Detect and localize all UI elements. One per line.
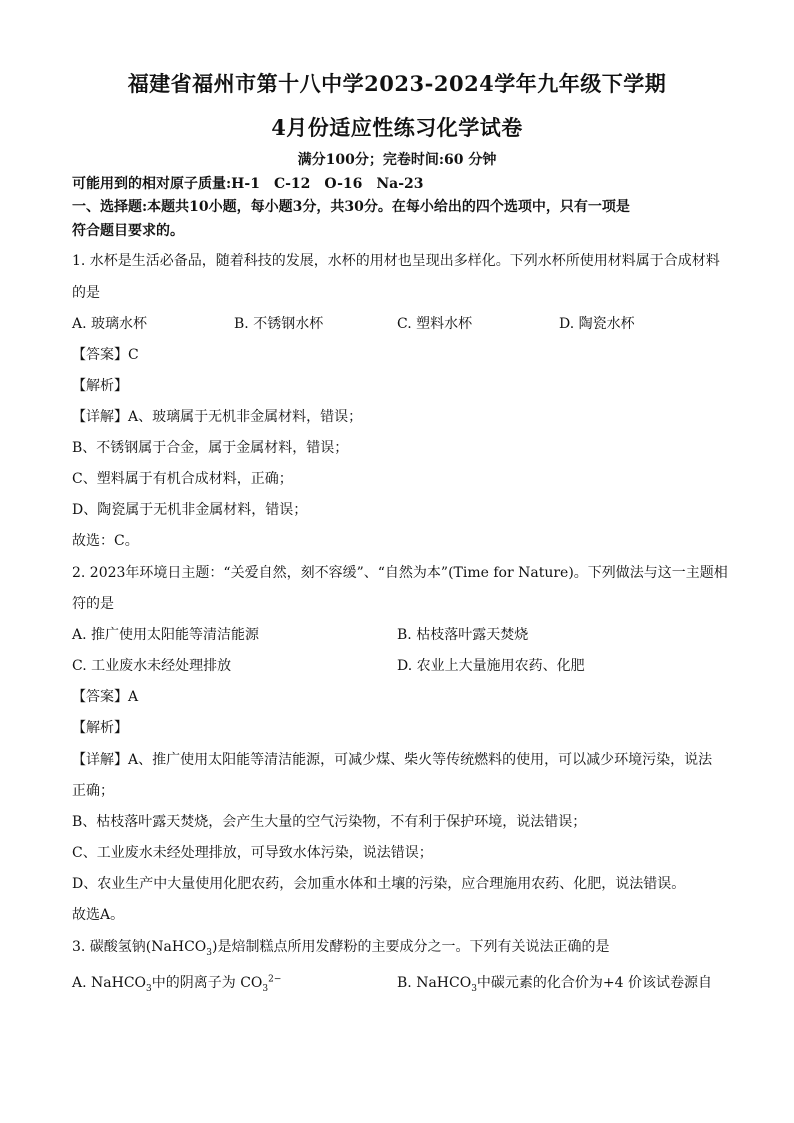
q3-option-a (72, 972, 281, 994)
exam-title-line1: 福建省福州市第十八中学2023-2024学年九年级下学期 (127, 71, 667, 96)
q3-stem (72, 936, 609, 958)
q3-stem-pre: 3. 碳酸氢钠(NaHCO (72, 939, 207, 955)
q3-option-a-sub2: 3 (262, 983, 269, 994)
q1-detail-line1: 【详解】A、玻璃属于无机非金属材料，错误； (72, 409, 363, 425)
q3-stem-post: )是焙制糕点所用发酵粉的主要成分之一。下列有关说法正确的是 (212, 939, 610, 955)
q1-stem-line2: 的是 (72, 285, 100, 301)
q3-stem-sub: 3 (206, 947, 212, 958)
q2-answer: 【答案】A (72, 689, 139, 705)
exam-meta: 满分100分；完卷时间:60 分钟 (297, 152, 497, 168)
q2-option-a: A. 推广使用太阳能等清洁能源 (72, 627, 260, 643)
q3-option-b-post: 中碳元素的化合价为+4 价该试卷源自 (476, 975, 713, 991)
q2-analysis: 【解析】 (72, 720, 128, 736)
q1-option-c: C. 塑料水杯 (397, 316, 473, 332)
q2-conclusion: 故选A。 (72, 907, 125, 923)
q1-answer: 【答案】C (72, 347, 139, 363)
q1-detail-line2: B、不锈钢属于合金，属于金属材料，错误； (72, 440, 349, 456)
q1-detail-line4: D、陶瓷属于无机非金属材料，错误； (72, 502, 308, 518)
q3-option-a-charge: 2− (268, 974, 282, 985)
q2-option-c: C. 工业废水未经处理排放 (72, 658, 232, 674)
q3-option-b-pre: B. NaHCO (397, 975, 472, 991)
exam-title-line2: 4月份适应性练习化学试卷 (271, 115, 523, 140)
q3-option-b (397, 972, 712, 994)
q1-option-b: B. 不锈钢水杯 (234, 316, 324, 332)
q1-stem-line1: 1. 水杯是生活必备品，随着科技的发展，水杯的用材也呈现出多样化。下列水杯所使用材料属于合成材料 (72, 253, 720, 269)
q3-option-a-mid: 中的阴离子为 CO (151, 975, 263, 991)
q2-option-d: D. 农业上大量施用农药、化肥 (397, 658, 585, 674)
q2-detail-line5: D、农业生产中大量使用化肥农药，会加重水体和土壤的污染，应合理施用农药、化肥，说法错误。 (72, 876, 686, 892)
section-heading-line1: 一、选择题:本题共10小题，每小题3分，共30分。在每小给出的四个选项中，只有一项是 (72, 199, 630, 215)
q2-detail-line2: 正确； (72, 783, 114, 799)
q2-option-b: B. 枯枝落叶露天焚烧 (397, 627, 529, 643)
q1-conclusion: 故选：C。 (72, 533, 139, 549)
q3-option-a-pre: A. NaHCO (72, 975, 147, 991)
q3-option-b-sub: 3 (471, 983, 477, 994)
q1-analysis: 【解析】 (72, 378, 128, 394)
q2-detail-line1: 【详解】A、推广使用太阳能等清洁能源，可减少煤、柴火等传统燃料的使用，可以减少环境污染，说法 (72, 752, 713, 768)
q1-option-a: A. 玻璃水杯 (72, 316, 148, 332)
q1-option-d: D. 陶瓷水杯 (559, 316, 635, 332)
q1-detail-line3: C、塑料属于有机合成材料，正确； (72, 471, 293, 487)
q2-stem-line2: 符的是 (72, 596, 114, 612)
q2-detail-line4: C、工业废水未经处理排放，可导致水体污染，说法错误； (72, 845, 433, 861)
q2-detail-line3: B、枯枝落叶露天焚烧，会产生大量的空气污染物，不有利于保护环境，说法错误； (72, 814, 587, 830)
atomic-masses: 可能用到的相对原子质量:H-1 C-12 O-16 Na-23 (72, 176, 424, 192)
q2-stem-line1: 2. 2023年环境日主题：“关爱自然，刻不容缓”、“自然为本”(Time for Nature)。下列做法与这一主题相 (72, 565, 728, 581)
q3-option-a-sub: 3 (146, 983, 152, 994)
section-heading-line2: 符合题目要求的。 (72, 223, 184, 239)
